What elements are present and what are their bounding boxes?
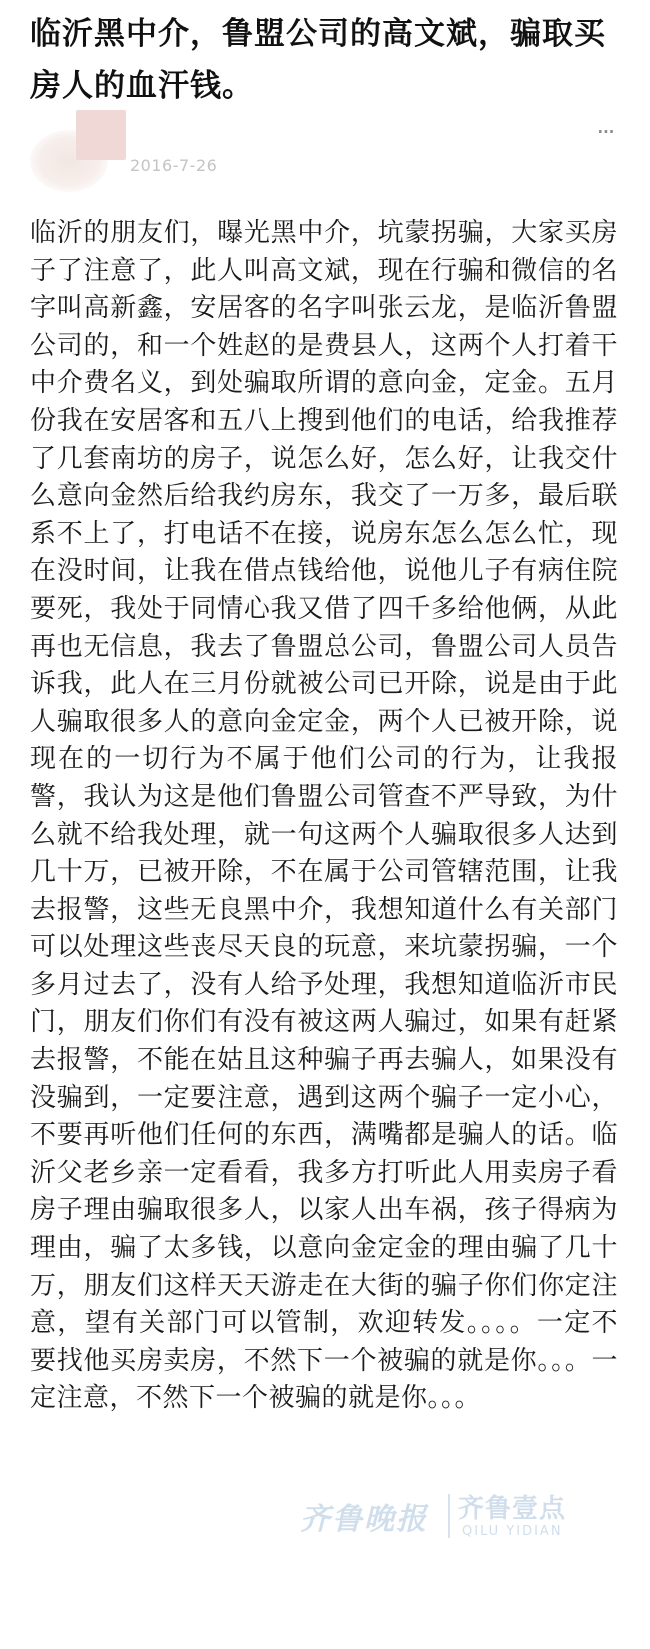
watermark	[300, 1488, 600, 1548]
author-row	[30, 110, 620, 190]
watermark-divider	[448, 1494, 450, 1538]
post-date: 2016-7-26	[130, 156, 218, 175]
watermark-sub-text: QILU YIDIAN	[462, 1524, 563, 1539]
watermark-right-text: 齐鲁壹点	[458, 1494, 567, 1524]
post-body: 临沂的朋友们，曝光黑中介，坑蒙拐骗，大家买房子了注意了，此人叫高文斌，现在行骗和微信的名字叫高新鑫，安居客的名字叫张云龙，是临沂鲁盟公司的，和一个姓赵的是费县人，这两个人打着干中介费名义，到处骗取所谓的意向金，定金。五月份我在安居客和五八上搜到他们的电话，给我推荐了几套南坊的房子，说怎么好，怎么好，让我交什么意向金然后给我约房东，我交了一万多，最后联系不上了，打电话不在接，说房东怎么怎么忙，现在没时间，让我在借点钱给他，说他儿子有病住院要死，我处于同情心我又借了四千多给他俩，从此再也无信息，我去了鲁盟总公司，鲁盟公司人员告诉我，此人在三月份就被公司已开除，说是由于此人骗取很多人的意向金定金，两个人已被开除，说现在的一切行为不属于他们公司的行为，让我报警，我认为这是他们鲁盟公司管查不严导致，为什么就不给我处理，就一句这两个人骗取很多人达到几十万，已被开除，不在属于公司管辖范围，让我去报警，这些无良黑中介，我想知道什么有关部门可以处理这些丧尽天良的玩意，来坑蒙拐骗，一个多月过去了，没有人给予处理，我想知道临沂市民门，朋友们你们有没有被这两人骗过，如果有赶紧去报警，不能在姑且这种骗子再去骗人，如果没有没骗到，一定要注意，遇到这两个骗子一定小心，不要再听他们任何的东西，满嘴都是骗人的话。临沂父老乡亲一定看看，我多方打听此人用卖房子看房子理由骗取很多人，以家人出车祸，孩子得病为理由，骗了太多钱，以意向金定金的理由骗了几十万，朋友们这样天天游走在大街的骗子你们你定注意，望有关部门可以管制，欢迎转发。。。。一定不要找他买房卖房，不然下一个被骗的就是你。。。一定注意，不然下一个被骗的就是你。。。	[30, 218, 618, 1414]
post-title: 临沂黑中介，鲁盟公司的高文斌，骗取买房人的血汗钱。	[30, 16, 606, 104]
more-options-icon[interactable]: ···	[596, 118, 614, 146]
avatar[interactable]	[76, 110, 126, 160]
watermark-left-text: 齐鲁晚报	[300, 1502, 428, 1537]
